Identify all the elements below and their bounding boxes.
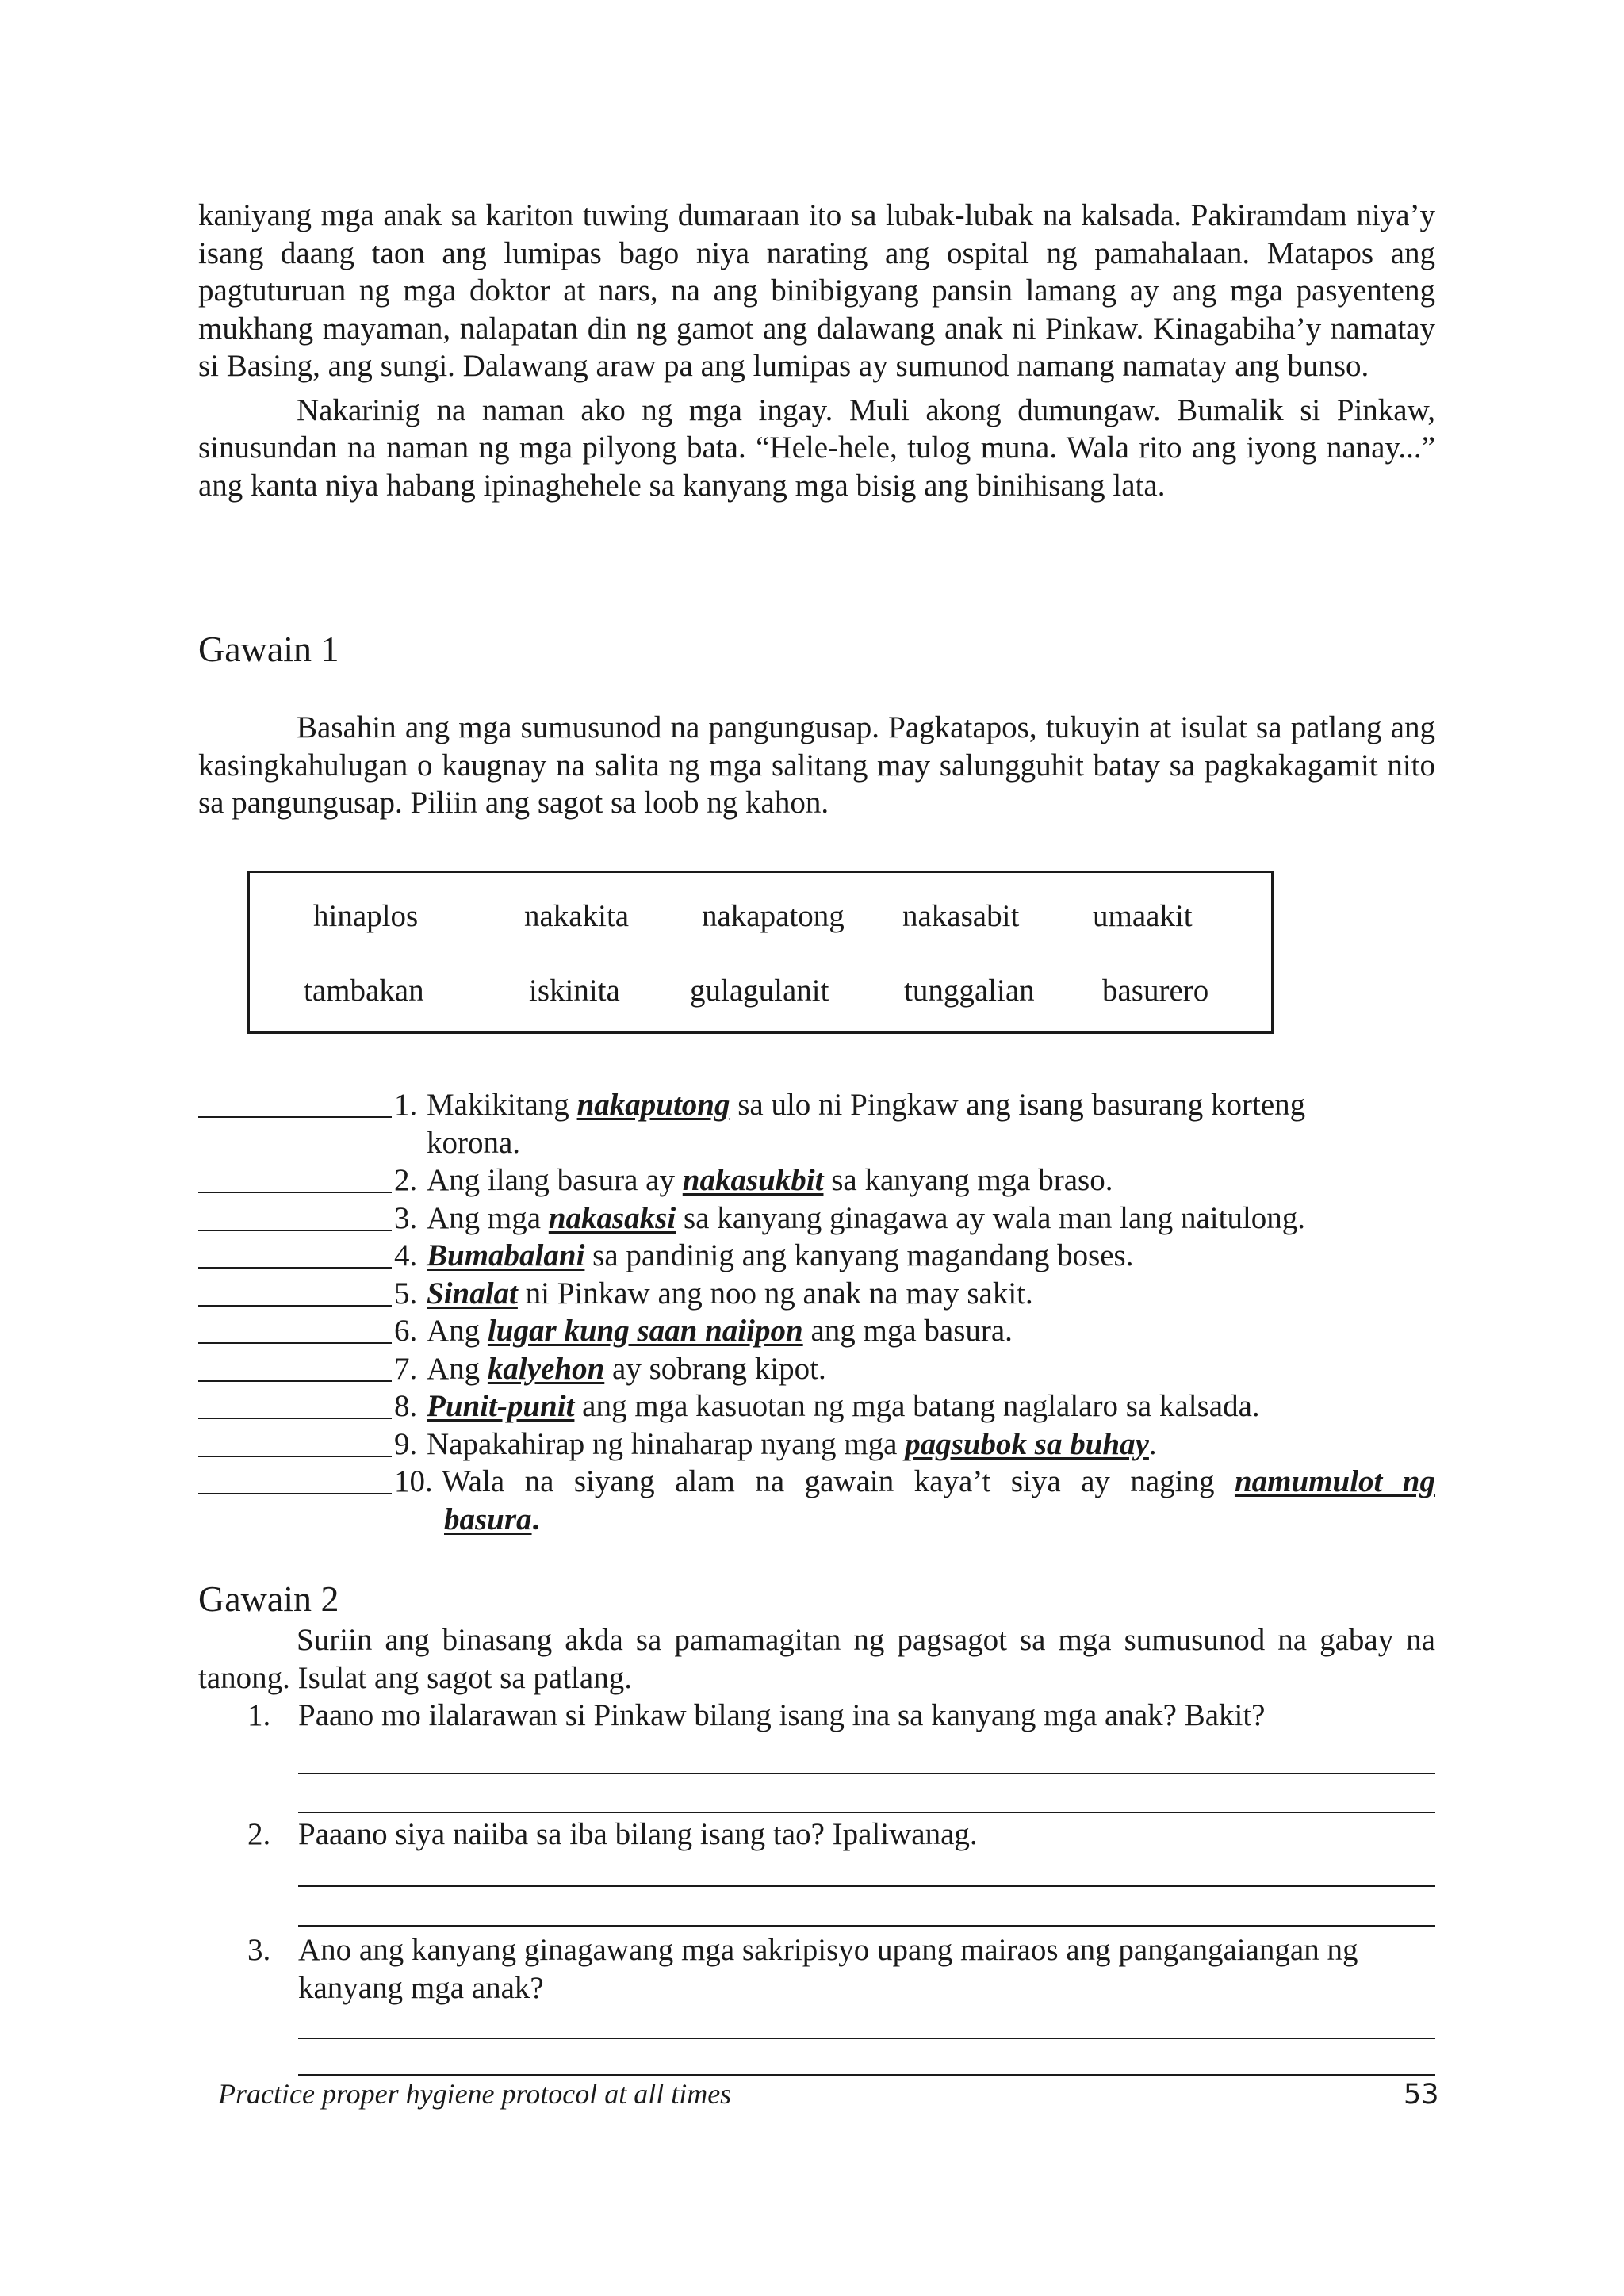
item-number: 10. [394,1464,433,1498]
page-number: 53 [1404,2079,1439,2110]
story-paragraph-1: kaniyang mga anak sa kariton tuwing dumaraan ito sa lubak-lubak na kalsada. Pakiramdam niya’y isang daang taon ang lumipas bago niya narating ang ospital ng pamahalaan. Matapos ang pagtuturuan ng mga doktor at nars, na ang binibigyang pansin lamang ay ang mga pasyenteng mukhang mayaman, nalapatan din ng gamot ang dalawang anak ni Pinkaw. Kinagabiha’y namatay si Basing, ang sungi. Dalawang araw pa ang lumipas ay sumunod namang namatay ang bunso. [198,198,1435,383]
item-sentence: Ang ilang basura ay nakasukbit sa kanyang mga braso. [427,1163,1113,1197]
item-number: 8. [394,1389,418,1423]
word-choice: nakasabit [902,899,1020,933]
answer-blank[interactable] [198,1200,392,1231]
item-sentence-continued: korona. [427,1125,521,1160]
item-number: 2. [394,1163,418,1197]
answer-line[interactable] [298,1925,1435,1927]
underlined-keyword: lugar kung saan naiipon [487,1314,803,1348]
answer-line[interactable] [298,2074,1435,2076]
word-choice: gulagulanit [690,974,829,1008]
word-choice: tambakan [304,974,424,1008]
answer-blank[interactable] [198,1463,392,1494]
item-sentence: Punit-punit ang mga kasuotan ng mga batang naglalaro sa kalsada. [427,1389,1260,1423]
question-number: 2. [247,1817,271,1851]
underlined-keyword: pagsubok sa buhay [905,1426,1149,1461]
gawain-2-heading: Gawain 2 [198,1578,339,1619]
underlined-keyword: nakasukbit [682,1163,824,1197]
instructions-text: Suriin ang binasang akda sa pamamagitan ng pagsagot sa mga sumusunod na gabay na tanong. Isulat ang sagot sa patlang. [198,1623,1435,1695]
footer-note: Practice proper hygiene protocol at all times [218,2078,732,2110]
answer-line[interactable] [298,2038,1435,2039]
answer-blank[interactable] [198,1237,392,1269]
item-number: 9. [394,1426,418,1461]
item-sentence: Wala na siyang alam na gawain kaya’t siya ay naging namumulot ng [442,1464,1435,1498]
item-number: 6. [394,1314,418,1348]
word-choice-box [247,871,1274,1034]
question-number: 3. [247,1933,271,1967]
item-sentence: Napakahirap ng hinaharap nyang mga pagsubok sa buhay. [427,1426,1157,1461]
item-sentence: Sinalat ni Pinkaw ang noo ng anak na may sakit. [427,1276,1033,1311]
word-choice: basurero [1102,974,1209,1008]
word-choice: nakakita [524,899,630,933]
underlined-keyword: nakasaksi [548,1200,676,1235]
item-number: 1. [394,1088,418,1122]
answer-blank[interactable] [198,1312,392,1344]
answer-line[interactable] [298,1885,1435,1887]
answer-blank[interactable] [198,1350,392,1382]
item-sentence: Ang lugar kung saan naiipon ang mga basura. [427,1314,1013,1348]
underlined-keyword: nakaputong [576,1088,730,1122]
answer-blank[interactable] [198,1275,392,1307]
answer-blank[interactable] [198,1161,392,1193]
answer-line[interactable] [298,1812,1435,1813]
instructions-text: Basahin ang mga sumusunod na pangungusap. Pagkatapos, tukuyin at isulat sa patlang ang kasingkahulugan o kaugnay na salita ng mga salitang may salungguhit batay sa pagkakagamit nito sa pangungusap. Piliin ang sagot sa loob ng kahon. [198,710,1435,820]
word-choice: tunggalian [904,974,1035,1008]
answer-blank[interactable] [198,1086,392,1118]
item-sentence: Ang kalyehon ay sobrang kipot. [427,1351,826,1386]
question-number: 1. [247,1698,271,1732]
item-number: 7. [394,1351,418,1386]
question-text: Paano mo ilalarawan si Pinkaw bilang isang ina sa kanyang mga anak? Bakit? [298,1698,1266,1732]
story-text [198,197,1435,504]
word-choice: iskinita [529,974,620,1008]
underlined-keyword: Punit-punit [427,1389,575,1423]
item-sentence: Makikitang nakaputong sa ulo ni Pingkaw ang isang basurang korteng [427,1088,1306,1122]
item-sentence: Ang mga nakasaksi sa kanyang ginagawa ay wala man lang naitulong. [427,1200,1306,1235]
underlined-keyword: Bumabalani [427,1238,585,1272]
item-number: 4. [394,1238,418,1272]
gawain-1-heading: Gawain 1 [198,629,339,669]
gawain-2-instructions [198,1621,1435,1697]
word-choice: umaakit [1093,899,1193,933]
underlined-keyword: Sinalat [427,1276,518,1311]
question-text: Ano ang kanyang ginagawang mga sakripisyo upang mairaos ang pangangaiangan ng kanyang mga anak? [298,1933,1358,2005]
answer-blank[interactable] [198,1387,392,1419]
underlined-keyword: basura [444,1502,532,1536]
word-choice: nakapatong [702,899,845,933]
question-text: Paaano siya naiiba sa iba bilang isang tao? Ipaliwanag. [298,1817,978,1851]
answer-blank[interactable] [198,1425,392,1457]
underlined-keyword: kalyehon [487,1351,605,1386]
item-sentence-continued: basura. [444,1502,540,1536]
answer-line[interactable] [298,1773,1435,1774]
item-sentence: Bumabalani sa pandinig ang kanyang magandang boses. [427,1238,1134,1272]
item-number: 5. [394,1276,418,1311]
item-number: 3. [394,1200,418,1235]
gawain-1-instructions [198,709,1435,822]
word-choice: hinaplos [313,899,419,933]
story-paragraph-2: Nakarinig na naman ako ng mga ingay. Muli akong dumungaw. Bumalik si Pinkaw, sinusundan na naman ng mga pilyong bata. “Hele-hele, tulog muna. Wala rito ang iyong nanay...” ang kanta niya habang ipinaghehele sa kanyang mga bisig ang binihisang lata. [198,392,1435,503]
underlined-keyword: namumulot ng [1234,1464,1435,1498]
